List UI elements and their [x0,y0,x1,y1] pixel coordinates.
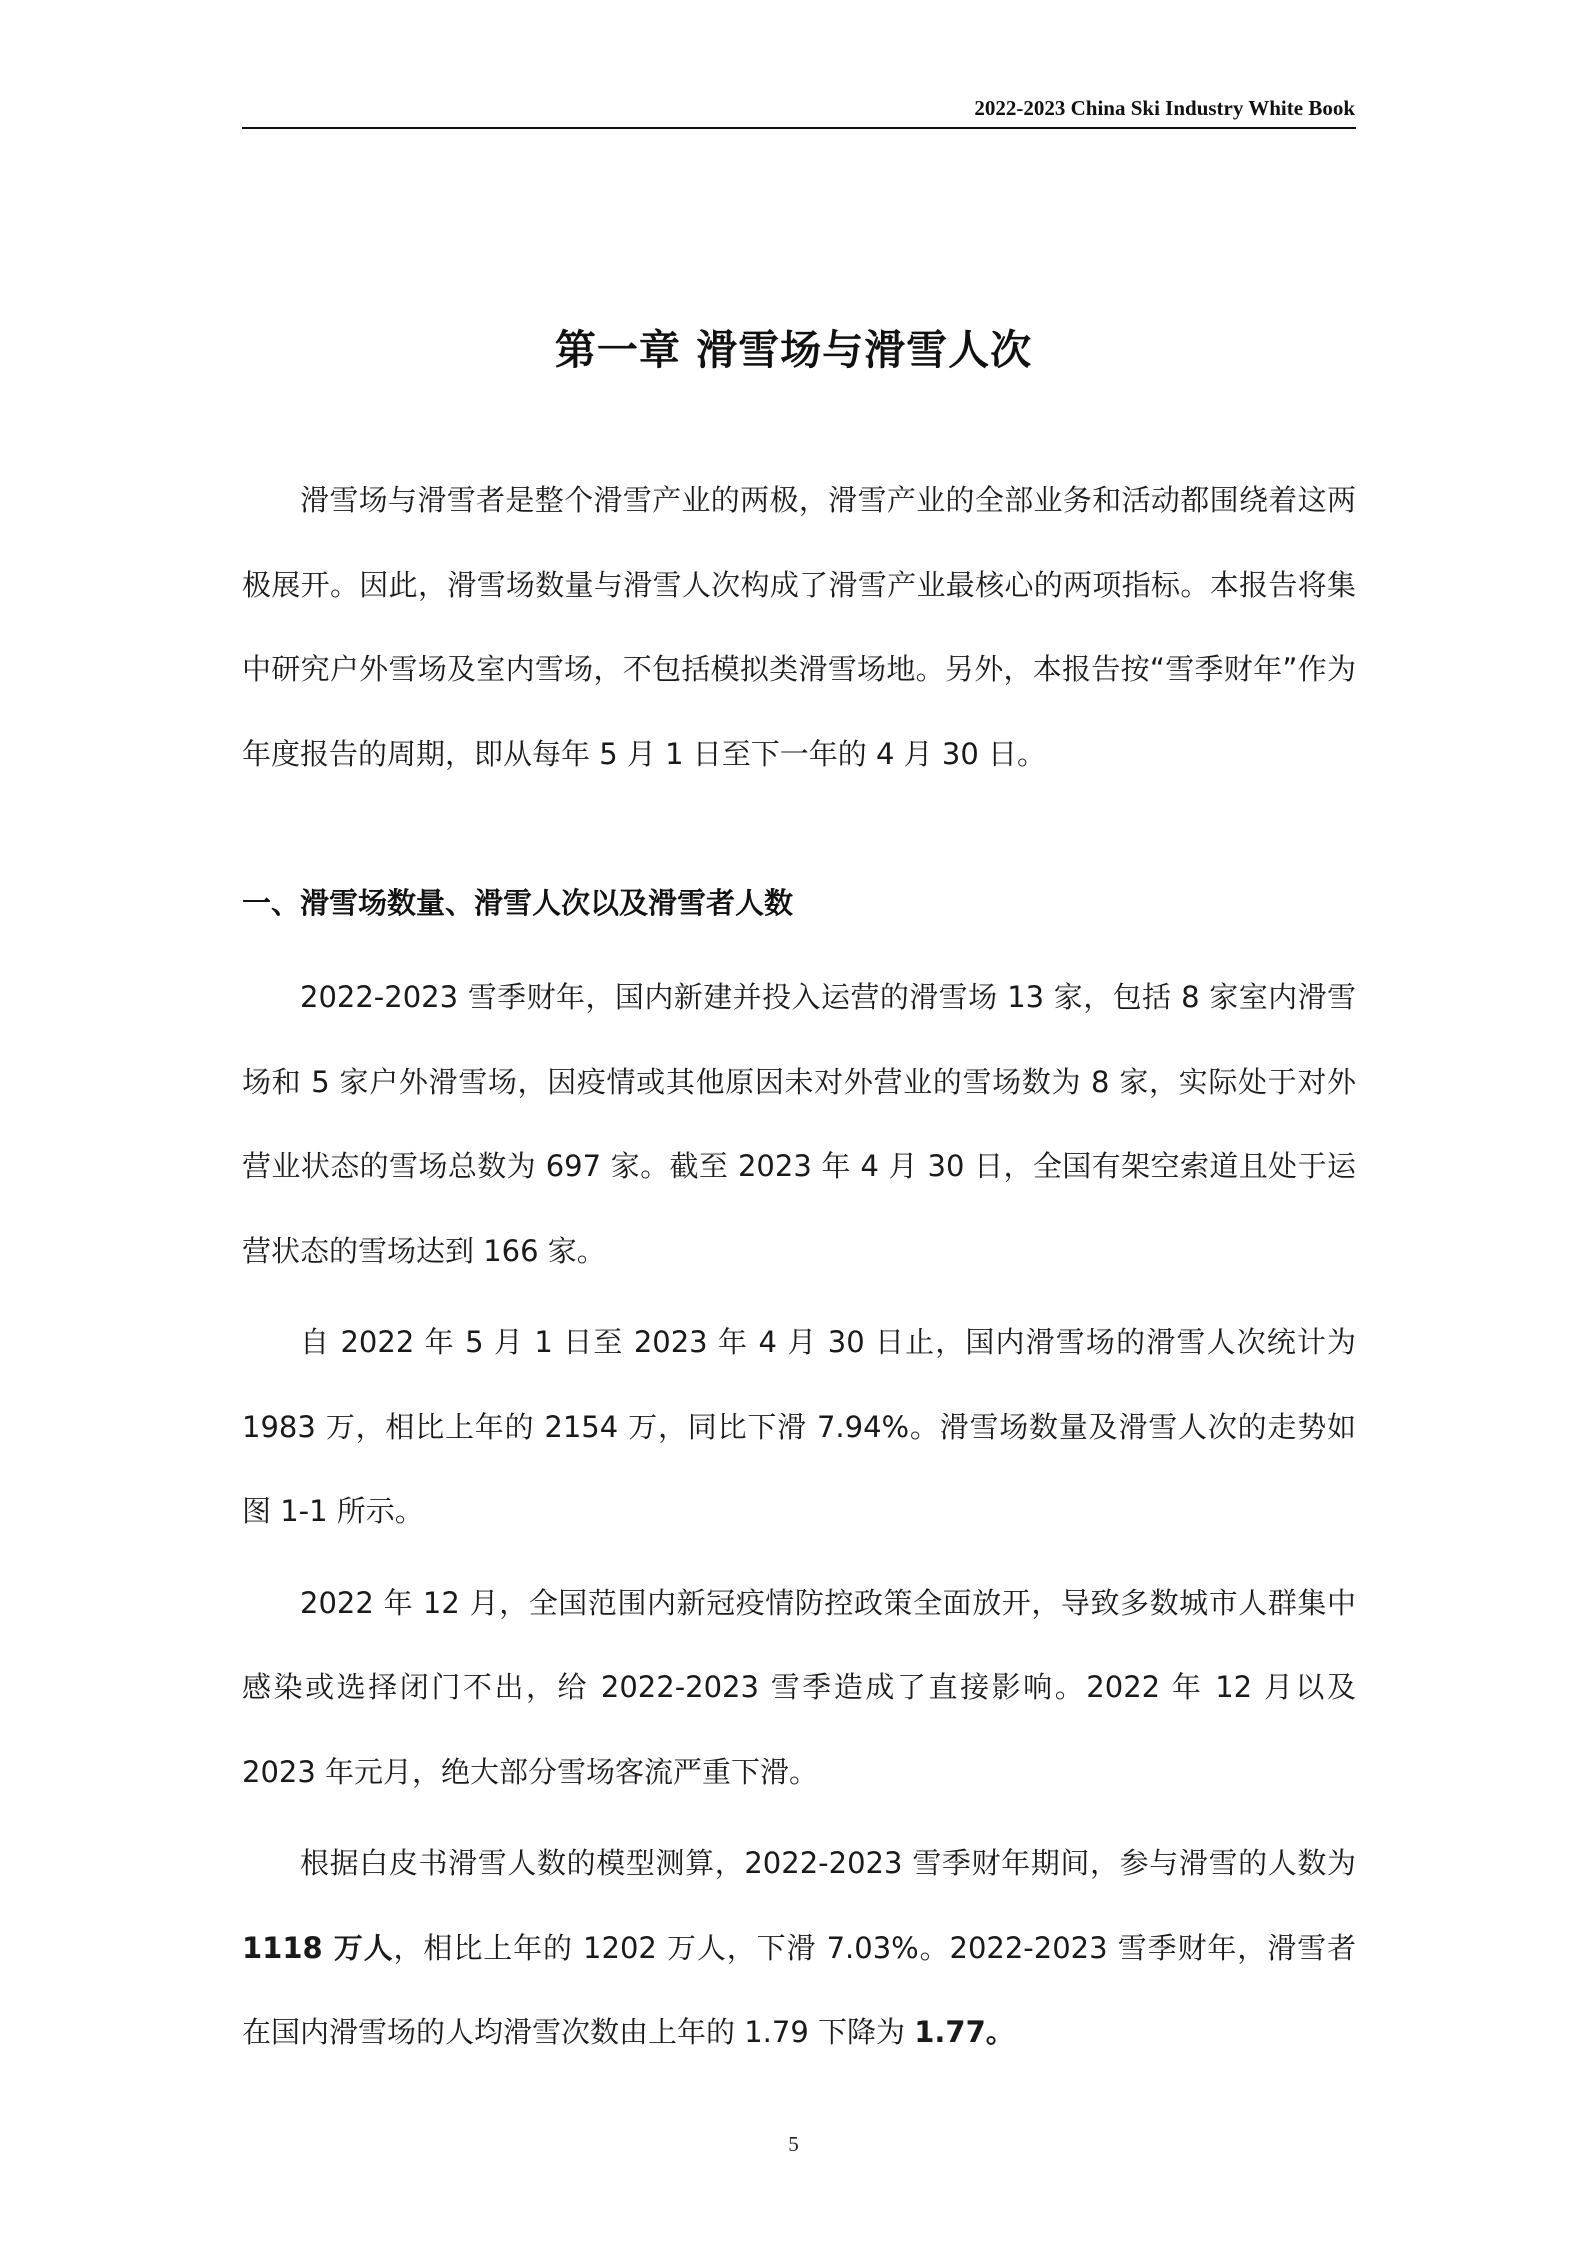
header-divider [242,127,1356,129]
running-header-title: 2022-2023 China Ski Industry White Book [974,96,1355,120]
paragraph-skier-visits: 自 2022 年 5 月 1 日至 2023 年 4 月 30 日止，国内滑雪场的滑雪人次统计为 1983 万，相比上年的 2154 万，同比下滑 7.94%。滑雪场数量及滑雪人次的走势如图 1-1 所示。 [242,1325,1356,1528]
average-visits-value: 1.77。 [914,2015,1015,2049]
page-number: 5 [788,2132,799,2156]
page-content [242,458,1356,2082]
paragraph-covid-impact: 2022 年 12 月，全国范围内新冠疫情防控政策全面放开，导致多数城市人群集中感染或选择闭门不出，给 2022-2023 雪季造成了直接影响。2022 年 12 月以及 2023 年元月，绝大部分雪场客流严重下滑。 [242,1585,1356,1789]
paragraph-skier-population-part1: 根据白皮书滑雪人数的模型测算，2022-2023 雪季财年期间，参与滑雪的人数为 [300,1846,1356,1880]
chapter-title: 第一章 滑雪场与滑雪人次 [554,326,1033,375]
skier-population-value: 1118 万人 [242,1930,394,1965]
paragraph-ski-resort-count: 2022-2023 雪季财年，国内新建并投入运营的滑雪场 13 家，包括 8 家室内滑雪场和 5 家户外滑雪场，因疫情或其他原因未对外营业的雪场数为 8 家，实际处于对外营业状态的雪场总数为 697 家。截至 2023 年 4 月 30 日，全国有架空索道且处于运营状态的雪场达到 166 家。 [242,980,1356,1268]
paragraph-skier-population-part2: ，相比上年的 1202 万人，下滑 7.03%。2022-2023 雪季财年，滑雪者在国内滑雪场的人均滑雪次数由上年的 1.79 下降为 [242,1930,1356,2049]
section-heading: 一、滑雪场数量、滑雪人次以及滑雪者人数 [242,886,794,920]
intro-paragraph: 滑雪场与滑雪者是整个滑雪产业的两极，滑雪产业的全部业务和活动都围绕着这两极展开。因此，滑雪场数量与滑雪人次构成了滑雪产业最核心的两项指标。本报告将集中研究户外雪场及室内雪场，不包括模拟类滑雪场地。另外，本报告按“雪季财年”作为年度报告的周期，即从每年 5 月 1 日至下一年的 4 月 30 日。 [242,483,1356,771]
paragraph-skier-population [242,1821,1356,2075]
